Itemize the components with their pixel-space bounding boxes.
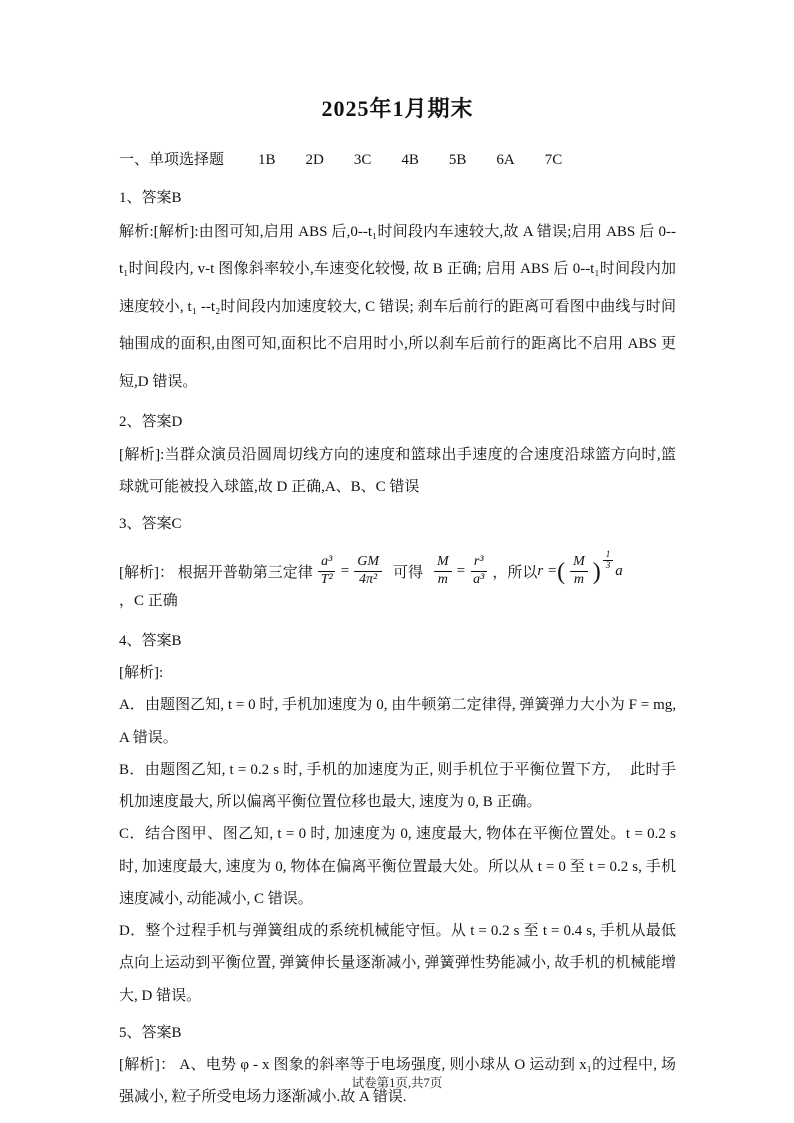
frac4-numerator: r³ (471, 554, 487, 572)
page-footer: 试卷第1页,共7页 (351, 1076, 443, 1090)
fraction-M-over-m-2 (570, 554, 588, 589)
frac2-numerator: GM (354, 554, 382, 572)
answer-item-6: 6A (496, 152, 515, 168)
equals-sign-2: = (456, 563, 466, 580)
fraction-GM-over-4pi2 (354, 554, 382, 589)
equals-sign-1: = (340, 563, 350, 580)
q2-analysis: [解析]:当群众演员沿圆周切线方向的速度和篮球出手速度的合速度沿球篮方向时,篮球就可能被投入球篮,故 D 正确,A、B、C 错误 (119, 446, 676, 495)
frac2-denominator: 4π² (358, 572, 378, 588)
q4-option-c-analysis: C．结合图甲、图乙知, t = 0 时, 加速度为 0, 速度最大, 物体在平衡位置处。t = 0.2 s 时, 加速度最大, 速度为 0, 物体在偏离平衡位置最大处。所以从 t = 0 至 t = 0.2 s, 手机速度减小, 动能减小, C 错误。 (119, 826, 676, 907)
variable-a: a (615, 563, 623, 580)
answer-summary-line (119, 145, 676, 177)
q4-analysis-label: [解析]: (119, 665, 164, 682)
exp-denominator: 3 (605, 560, 611, 571)
q1-analysis: 解析:[解析]:由图可知,启用 ABS 后,0--t₁时间段内车速较大,故 A 错误;启用 ABS 后 0--t₁时间段内, v-t 图像斜率较小,车速变化较慢, 故 B 正确; 启用 ABS 后 0--t₁时间段内加速度较小, t₁ --t₂时间段内加速度较大, C 错误; 刹车后前行的距离可看图中曲线与时间轴围成的面积,由图可知,面积比不启用时小,所以刹车后前行的距离比不启用 ABS 更短,D 错误。 (119, 223, 676, 390)
answer-item-4: 4B (401, 152, 419, 168)
fraction-M-over-m-1 (434, 554, 452, 589)
q3-suffix: ，C 正确 (119, 592, 178, 609)
q4-option-b-analysis: B．由题图乙知, t = 0.2 s 时, 手机的加速度为正, 则手机位于平衡位置下方, 此时手机加速度最大, 所以偏离平衡位置位移也最大, 速度为 0, B 正确。 (119, 761, 676, 811)
q3-heading: 3、答案C (119, 516, 182, 532)
answer-item-2: 2D (305, 152, 324, 168)
answer-item-1: 1B (258, 152, 276, 168)
frac3-numerator: M (434, 554, 452, 572)
q3-connector-1: 可得 (392, 565, 423, 582)
q1-heading: 1、答案B (119, 189, 182, 206)
q3-analysis-formula (119, 540, 676, 620)
q2-heading: 2、答案D (119, 414, 183, 431)
frac1-denominator: T² (320, 572, 333, 588)
left-paren: ( (557, 558, 566, 585)
q4-heading: 4、答案B (119, 632, 182, 649)
answer-item-7: 7C (544, 152, 563, 168)
q3-prefix: [解析]： 根据开普勒第三定律 (119, 565, 313, 582)
answer-item-5: 5B (448, 152, 467, 168)
exp-numerator: 1 (603, 550, 614, 561)
frac3-denominator: m (437, 572, 448, 588)
frac1-numerator: a³ (318, 554, 335, 572)
exponent-one-third (603, 550, 614, 571)
q5-heading: 5、答案B (119, 1024, 182, 1041)
frac5-denominator: m (573, 572, 584, 588)
q4-option-a-analysis: A．由题图乙知, t = 0 时, 手机加速度为 0, 由牛顿第二定律得, 弹簧弹力大小为 F = mg, A 错误。 (119, 697, 676, 746)
page-title: 2025年1月期末 (321, 96, 474, 121)
frac4-denominator: a³ (473, 572, 485, 588)
section-label: 一、单项选择题 (119, 152, 225, 168)
q5-analysis: [解析]： A、电势 φ - x 图象的斜率等于电场强度, 则小球从 O 运动到 x₁的过程中, 场强减小, 粒子所受电场力逐渐减小.故 A 错误. (119, 1057, 676, 1106)
frac5-numerator: M (570, 554, 588, 572)
fraction-r3-over-a3 (470, 554, 487, 589)
q3-connector-2: ，所以 (492, 565, 538, 582)
q3-r-equals: r = (537, 563, 558, 580)
right-paren: ) (592, 558, 601, 585)
q4-option-d-analysis: D．整个过程手机与弹簧组成的系统机械能守恒。从 t = 0.2 s 至 t = 0.4 s, 手机从最低点向上运动到平衡位置, 弹簧伸长量逐渐减小, 弹簧弹性势能减小, 故手机的机械能增大, D 错误。 (119, 923, 676, 1004)
answer-item-3: 3C (353, 152, 372, 168)
fraction-a3-over-T2 (318, 554, 336, 589)
